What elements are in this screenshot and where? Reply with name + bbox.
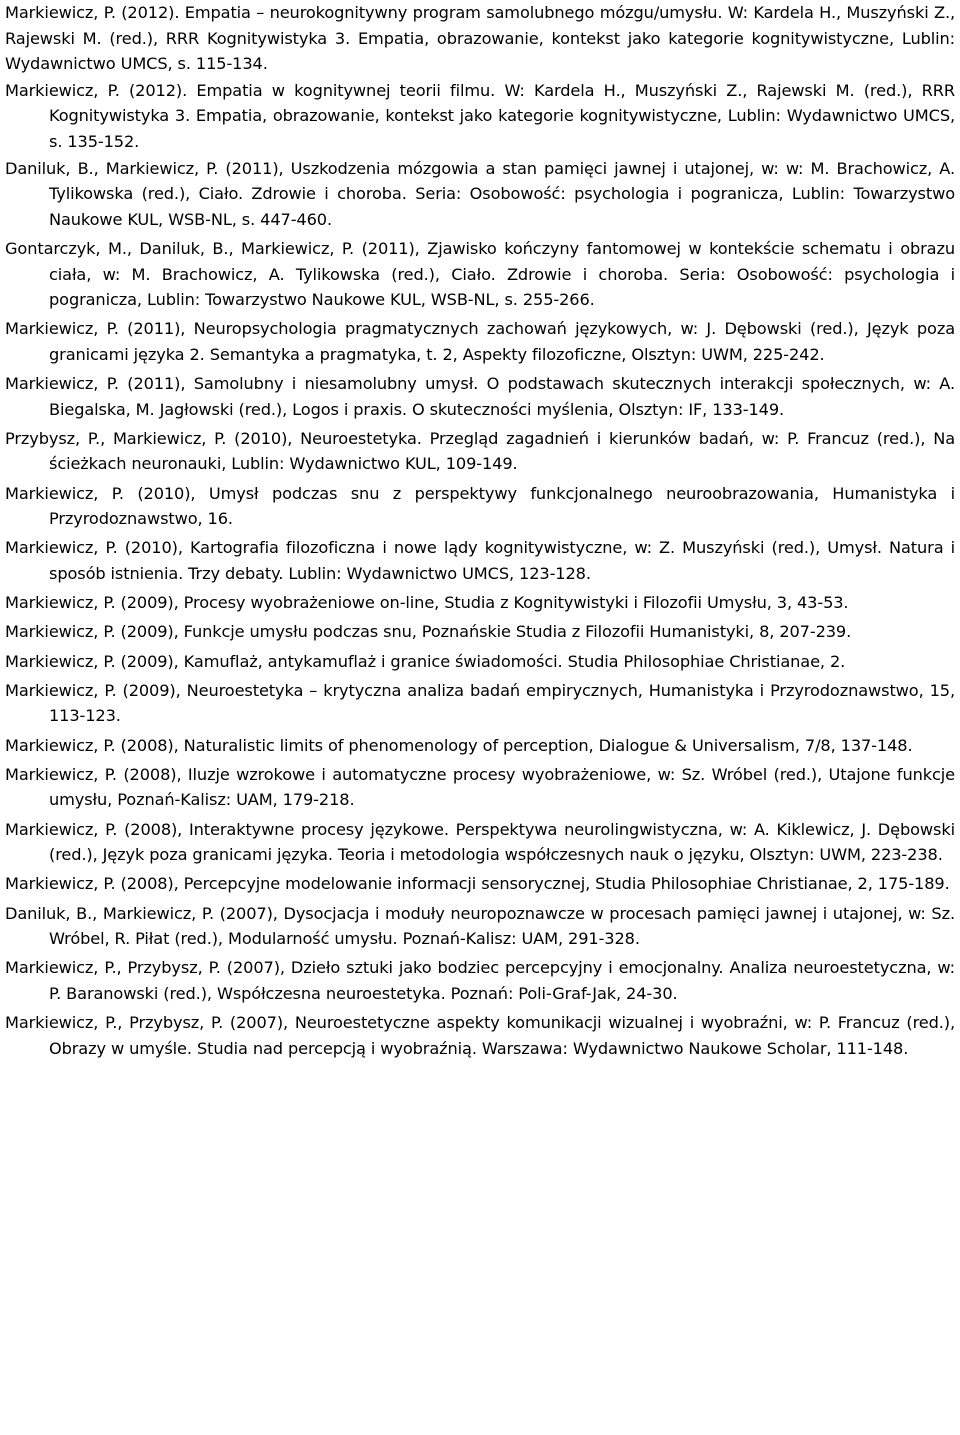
reference-entry: Markiewicz, P. (2011), Neuropsychologia pragmatycznych zachowań językowych, w: J. Dębowski (red.), Język poza granicami języka 2. Semantyka a pragmatyka, t. 2, Aspekty filozoficzne, Olsztyn: UWM, 225-242. (5, 319, 955, 364)
bibliography-page (5, 0, 955, 1065)
reference-entry: Markiewicz, P. (2010), Umysł podczas snu z perspektywy funkcjonalnego neuroobrazowania, Humanistyka i Przyrodoznawstwo, 16. (5, 483, 955, 529)
reference-entry: Markiewicz, P. (2010), Kartografia filozoficzna i nowe lądy kognitywistyczne, w: Z. Muszyński (red.), Umysł. Natura i sposób istnienia. Trzy debaty. Lublin: Wydawnictwo UMCS, 123-128. (5, 538, 955, 584)
reference-entry: Daniluk, B., Markiewicz, P. (2011), Uszkodzenia mózgowia a stan pamięci jawnej i utajonej, w: w: M. Brachowicz, A. Tylikowska (red.), Ciało. Zdrowie i choroba. Seria: Osobowość: psychologia i pogranicza, Lublin: Towarzystwo Naukowe KUL, WSB-NL, s. 447-460. (5, 158, 955, 229)
reference-entry: Markiewicz, P. (2008), Interaktywne procesy językowe. Perspektywa neurolingwistyczna, w: A. Kiklewicz, J. Dębowski (red.), Język poza granicami języka. Teoria i metodologia współczesnych nauk o języku, Olsztyn: UWM, 223-238. (5, 819, 955, 865)
reference-entry: Przybysz, P., Markiewicz, P. (2010), Neuroestetyka. Przegląd zagadnień i kierunków badań, w: P. Francuz (red.), Na ścieżkach neuronauki, Lublin: Wydawnictwo KUL, 109-149. (5, 428, 955, 474)
reference-entry: Markiewicz, P. (2009), Neuroestetyka – krytyczna analiza badań empirycznych, Humanistyka i Przyrodoznawstwo, 15, 113-123. (5, 680, 955, 726)
reference-entry: Markiewicz, P. (2008), Iluzje wzrokowe i automatyczne procesy wyobrażeniowe, w: Sz. Wróbel (red.), Utajone funkcje umysłu, Poznań-Kalisz: UAM, 179-218. (5, 764, 955, 810)
reference-entry: Markiewicz, P. (2008), Naturalistic limits of phenomenology of perception, Dialogue & Universalism, 7/8, 137-148. (5, 735, 913, 755)
reference-entry: Markiewicz, P. (2009), Kamuflaż, antykamuflaż i granice świadomości. Studia Philosophiae Christianae, 2. (5, 651, 846, 671)
reference-entry: Daniluk, B., Markiewicz, P. (2007), Dysocjacja i moduły neuropoznawcze w procesach pamięci jawnej i utajonej, w: Sz. Wróbel, R. Piłat (red.), Modularność umysłu. Poznań-Kalisz: UAM, 291-328. (5, 903, 955, 949)
reference-entry: Markiewicz, P., Przybysz, P. (2007), Neuroestetyczne aspekty komunikacji wizualnej i wyobraźni, w: P. Francuz (red.), Obrazy w umyśle. Studia nad percepcją i wyobraźnią. Warszawa: Wydawnictwo Naukowe Scholar, 111-148. (5, 1013, 955, 1058)
reference-entry: Markiewicz, P. (2012). Empatia w kognitywnej teorii filmu. W: Kardela H., Muszyński Z., Rajewski M. (red.), RRR Kognitywistyka 3. Empatia, obrazowanie, kontekst jako kategorie kognitywistyczne, Lublin: Wydawnictwo UMCS, s. 135-152. (5, 80, 955, 151)
reference-entry: Markiewicz, P. (2012). Empatia – neurokognitywny program samolubnego mózgu/umysłu. W: Kardela H., Muszyński Z., Rajewski M. (red.), RRR Kognitywistyka 3. Empatia, obrazowanie, kontekst jako kategorie kognitywistyczne, Lublin: Wydawnictwo UMCS, s. 115-134. (5, 3, 955, 74)
reference-entry: Markiewicz, P. (2009), Funkcje umysłu podczas snu, Poznańskie Studia z Filozofii Humanistyki, 8, 207-239. (5, 622, 852, 642)
reference-entry: Markiewicz, P. (2008), Percepcyjne modelowanie informacji sensorycznej, Studia Philosophiae Christianae, 2, 175-189. (5, 874, 950, 894)
reference-entry: Markiewicz, P., Przybysz, P. (2007), Dzieło sztuki jako bodziec percepcyjny i emocjonalny. Analiza neuroestetyczna, w: P. Baranowski (red.), Współczesna neuroestetyka. Poznań: Poli-Graf-Jak, 24-30. (5, 958, 955, 1003)
reference-entry: Markiewicz, P. (2011), Samolubny i niesamolubny umysł. O podstawach skutecznych interakcji społecznych, w: A. Biegalska, M. Jagłowski (red.), Logos i praxis. O skuteczności myślenia, Olsztyn: IF, 133-149. (5, 374, 955, 419)
reference-entry: Markiewicz, P. (2009), Procesy wyobrażeniowe on-line, Studia z Kognitywistyki i Filozofii Umysłu, 3, 43-53. (5, 593, 849, 613)
reference-entry: Gontarczyk, M., Daniluk, B., Markiewicz, P. (2011), Zjawisko kończyny fantomowej w kontekście schematu i obrazu ciała, w: M. Brachowicz, A. Tylikowska (red.), Ciało. Zdrowie i choroba. Seria: Osobowość: psychologia i pogranicza, Lublin: Towarzystwo Naukowe KUL, WSB-NL, s. 255-266. (5, 238, 955, 310)
